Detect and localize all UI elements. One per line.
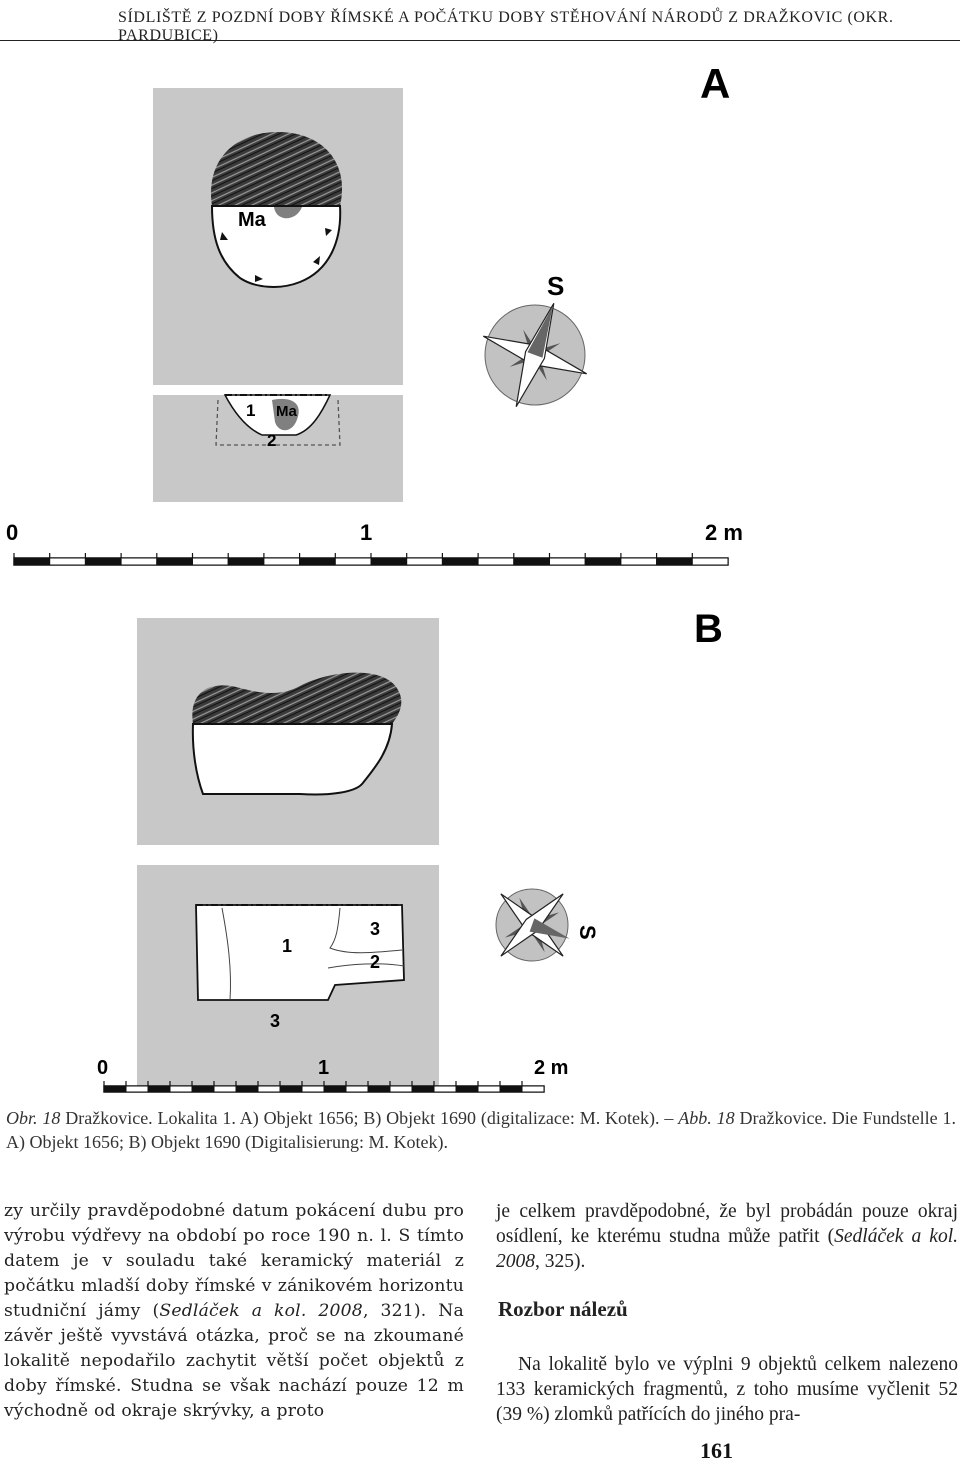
scale-segment xyxy=(193,558,229,565)
scale-segment xyxy=(104,1086,126,1092)
scale-segment xyxy=(456,1086,478,1092)
panel-a-plan xyxy=(211,132,342,287)
left-reference: Sedláček a kol. 2008 xyxy=(159,1301,363,1321)
body-right-column xyxy=(496,1199,958,1274)
section-label-2: 2 xyxy=(267,431,277,450)
scale-segment xyxy=(157,558,193,565)
section-b-label-3-bottom: 3 xyxy=(270,1011,281,1031)
scale-segment xyxy=(228,558,264,565)
scale-segment xyxy=(412,1086,434,1092)
scale-segment xyxy=(657,558,693,565)
scale-segment xyxy=(170,1086,192,1092)
scale-segment xyxy=(390,1086,412,1092)
running-title: SÍDLIŠTĚ Z POZDNÍ DOBY ŘÍMSKÉ A POČÁTKU DOBY STĚHOVÁNÍ NÁRODŮ Z DRAŽKOVIC (OKR. PARDUBICE) xyxy=(118,9,894,44)
scale-segment xyxy=(514,558,550,565)
scale-segment xyxy=(214,1086,236,1092)
scale-segment xyxy=(14,558,50,565)
section-heading: Rozbor nálezů xyxy=(498,1297,628,1321)
section-label-1: 1 xyxy=(246,401,256,420)
scale-segment xyxy=(300,558,336,565)
scale-segment xyxy=(335,558,371,565)
section-label-ma: Ma xyxy=(276,403,297,420)
scale-segment xyxy=(302,1086,324,1092)
scale-b-tick-0: 0 xyxy=(97,1057,109,1079)
scale-segment xyxy=(280,1086,302,1092)
panel-a-label: A xyxy=(700,60,731,107)
right-reference: Sedláček a kol. 2008 xyxy=(496,1226,958,1272)
section-b-label-1: 1 xyxy=(282,936,293,956)
caption-text-de: Dražkovice. Die Fundstelle 1. A) Objekt 1656; B) Objekt 1690 (Digitalisierung: M. Kotek). xyxy=(6,1108,957,1152)
scale-segment xyxy=(478,558,514,565)
scale-b-tick-1: 1 xyxy=(318,1057,330,1079)
caption-text-cz: Dražkovice. Lokalita 1. A) Objekt 1656; B) Objekt 1690 (digitalizace: M. Kotek). – xyxy=(60,1108,679,1128)
section-b-label-3-top: 3 xyxy=(370,919,381,939)
section-b-label-2: 2 xyxy=(370,952,381,972)
body-right-column-2 xyxy=(496,1352,958,1427)
scale-b-tick-2m: 2 m xyxy=(534,1057,569,1079)
left-text-b: , 321). Na závěr ještě vyvstává otázka, proč se na zkoumané lokalitě nepodařilo zachytit větší počet objektů z doby římské. Studna se však nachází pouze 12 m východně od okraje skrývky, a proto xyxy=(4,1301,464,1421)
right-text-a: je celkem pravděpodobné, že byl probádán pouze okraj osídlení, ke kterému studna může patřit ( xyxy=(496,1201,958,1247)
scale-segment xyxy=(692,558,728,565)
scale-segment xyxy=(148,1086,170,1092)
scale-segment xyxy=(324,1086,346,1092)
scale-a-tick-0: 0 xyxy=(6,520,19,545)
scale-segment xyxy=(236,1086,258,1092)
caption-label-cz: Obr. 18 xyxy=(6,1108,61,1128)
scale-segment xyxy=(434,1086,456,1092)
scale-segment xyxy=(258,1086,280,1092)
page-number: 161 xyxy=(700,1438,733,1463)
scale-segment xyxy=(192,1086,214,1092)
scale-segment xyxy=(368,1086,390,1092)
right-text-b: , 325). xyxy=(535,1251,586,1272)
scale-segment xyxy=(50,558,86,565)
scale-segment xyxy=(264,558,300,565)
figure-18 xyxy=(0,50,960,1100)
caption-label-de: Abb. 18 xyxy=(678,1108,735,1128)
scale-segment xyxy=(621,558,657,565)
figure-caption xyxy=(6,1106,956,1154)
compass-a-label: S xyxy=(547,271,565,301)
panel-b-label: B xyxy=(694,607,723,651)
scale-segment xyxy=(126,1086,148,1092)
left-text-a: zy určily pravděpodobné datum pokácení dubu pro výrobu výdřevy na období po roce 190 n. l. S tímto datem je v souladu také keramický materiál z počátku mladší doby římské v zánikovém horizontu studniční jámy ( xyxy=(4,1201,464,1321)
scale-segment xyxy=(550,558,586,565)
running-head xyxy=(0,0,960,44)
scale-segment xyxy=(442,558,478,565)
plan-fill-label: Ma xyxy=(238,209,266,231)
scale-segment xyxy=(407,558,443,565)
compass-a xyxy=(480,271,590,410)
body-left-column xyxy=(4,1199,464,1424)
scale-segment xyxy=(85,558,121,565)
scale-a-tick-2m: 2 m xyxy=(705,520,743,545)
scale-segment xyxy=(121,558,157,565)
scale-segment xyxy=(500,1086,522,1092)
scale-segment xyxy=(585,558,621,565)
scale-segment xyxy=(346,1086,368,1092)
scale-segment xyxy=(478,1086,500,1092)
compass-b xyxy=(495,888,600,962)
scale-segment xyxy=(371,558,407,565)
scale-bar-a xyxy=(6,520,743,565)
scale-segment xyxy=(522,1086,544,1092)
scale-a-tick-1: 1 xyxy=(360,520,373,545)
right-paragraph: Na lokalitě bylo ve výplni 9 objektů celkem nalezeno 133 keramických fragmentů, z toho musíme vyčlenit 52 (39 %) zlomků patřících do jiného pra- xyxy=(496,1354,958,1425)
compass-b-label: S xyxy=(575,925,600,940)
